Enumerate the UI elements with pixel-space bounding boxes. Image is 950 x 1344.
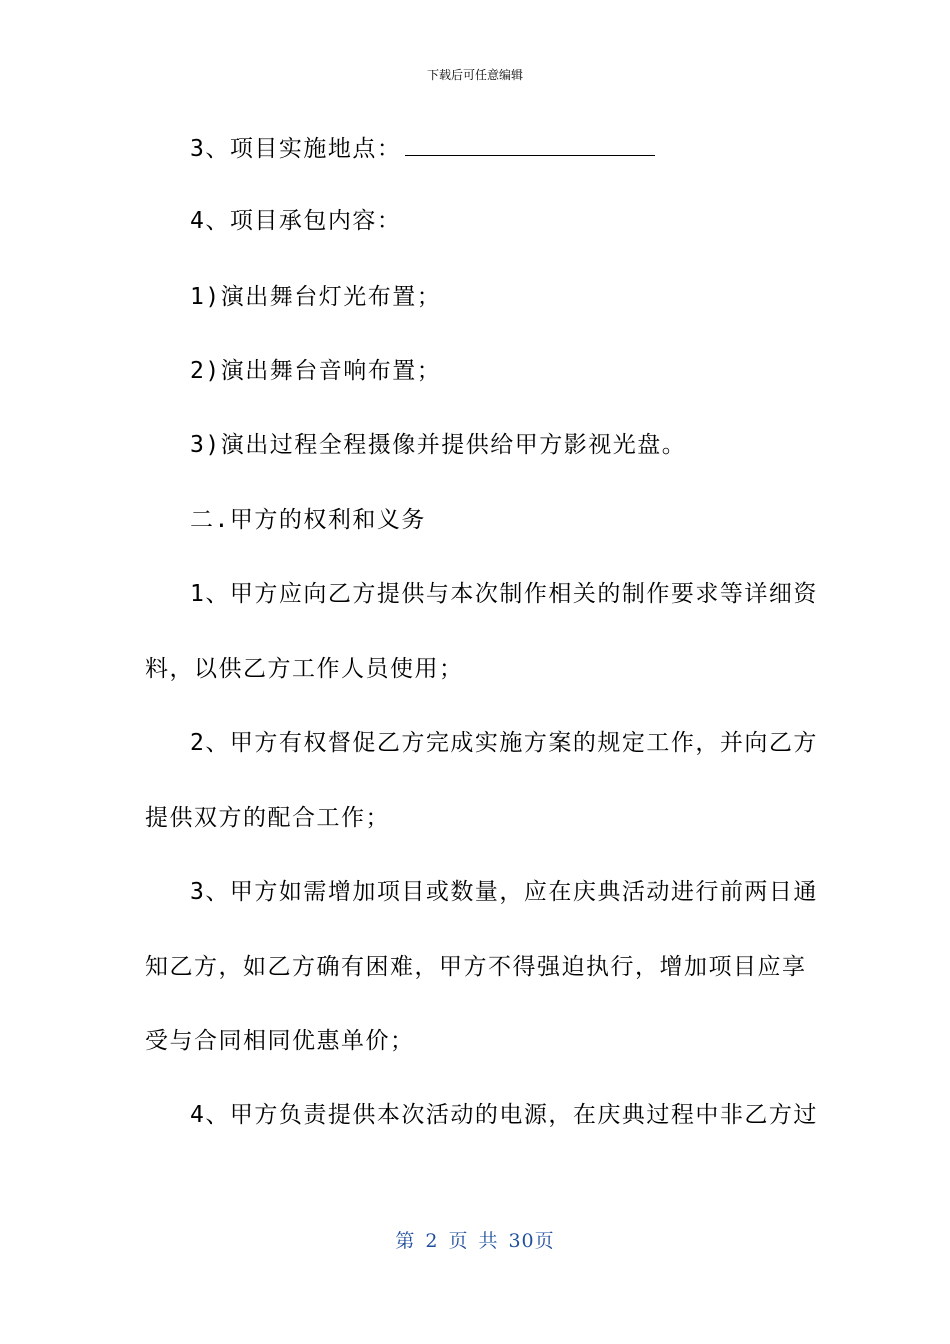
paragraph-line: 1)演出舞台灯光布置；: [190, 284, 442, 310]
footer-total-pages: 30页: [508, 1230, 555, 1252]
paragraph-line: 2、甲方有权督促乙方完成实施方案的规定工作，并向乙方: [190, 730, 818, 756]
footer-total-prefix: 共: [478, 1230, 499, 1252]
paragraph-line: 2)演出舞台音响布置；: [190, 358, 442, 384]
paragraph-line: 提供双方的配合工作；: [145, 805, 390, 831]
header-note: 下载后可任意编辑: [426, 68, 523, 82]
paragraph-line: 受与合同相同优惠单价；: [145, 1028, 415, 1054]
paragraph-text: 3、项目实施地点：: [190, 136, 402, 162]
paragraph-line: 料，以供乙方工作人员使用；: [145, 656, 464, 682]
section-heading: 二.甲方的权利和义务: [190, 507, 426, 533]
paragraph-line: 4、项目承包内容：: [190, 208, 402, 234]
paragraph-line: 3)演出过程全程摄像并提供给甲方影视光盘。: [190, 432, 687, 458]
fill-in-blank: [405, 135, 655, 156]
page-footer: [0, 1226, 950, 1253]
footer-page-number: 2: [425, 1230, 439, 1252]
paragraph-line: [190, 134, 655, 164]
paragraph-line: 4、甲方负责提供本次活动的电源，在庆典过程中非乙方过: [190, 1102, 818, 1128]
paragraph-line: 3、甲方如需增加项目或数量，应在庆典活动进行前两日通: [190, 879, 818, 905]
paragraph-line: 知乙方，如乙方确有困难，甲方不得强迫执行，增加项目应享: [145, 954, 807, 980]
footer-page-prefix: 第: [395, 1230, 416, 1252]
footer-page-mid: 页: [448, 1230, 469, 1252]
paragraph-line: 1、甲方应向乙方提供与本次制作相关的制作要求等详细资: [190, 581, 818, 607]
